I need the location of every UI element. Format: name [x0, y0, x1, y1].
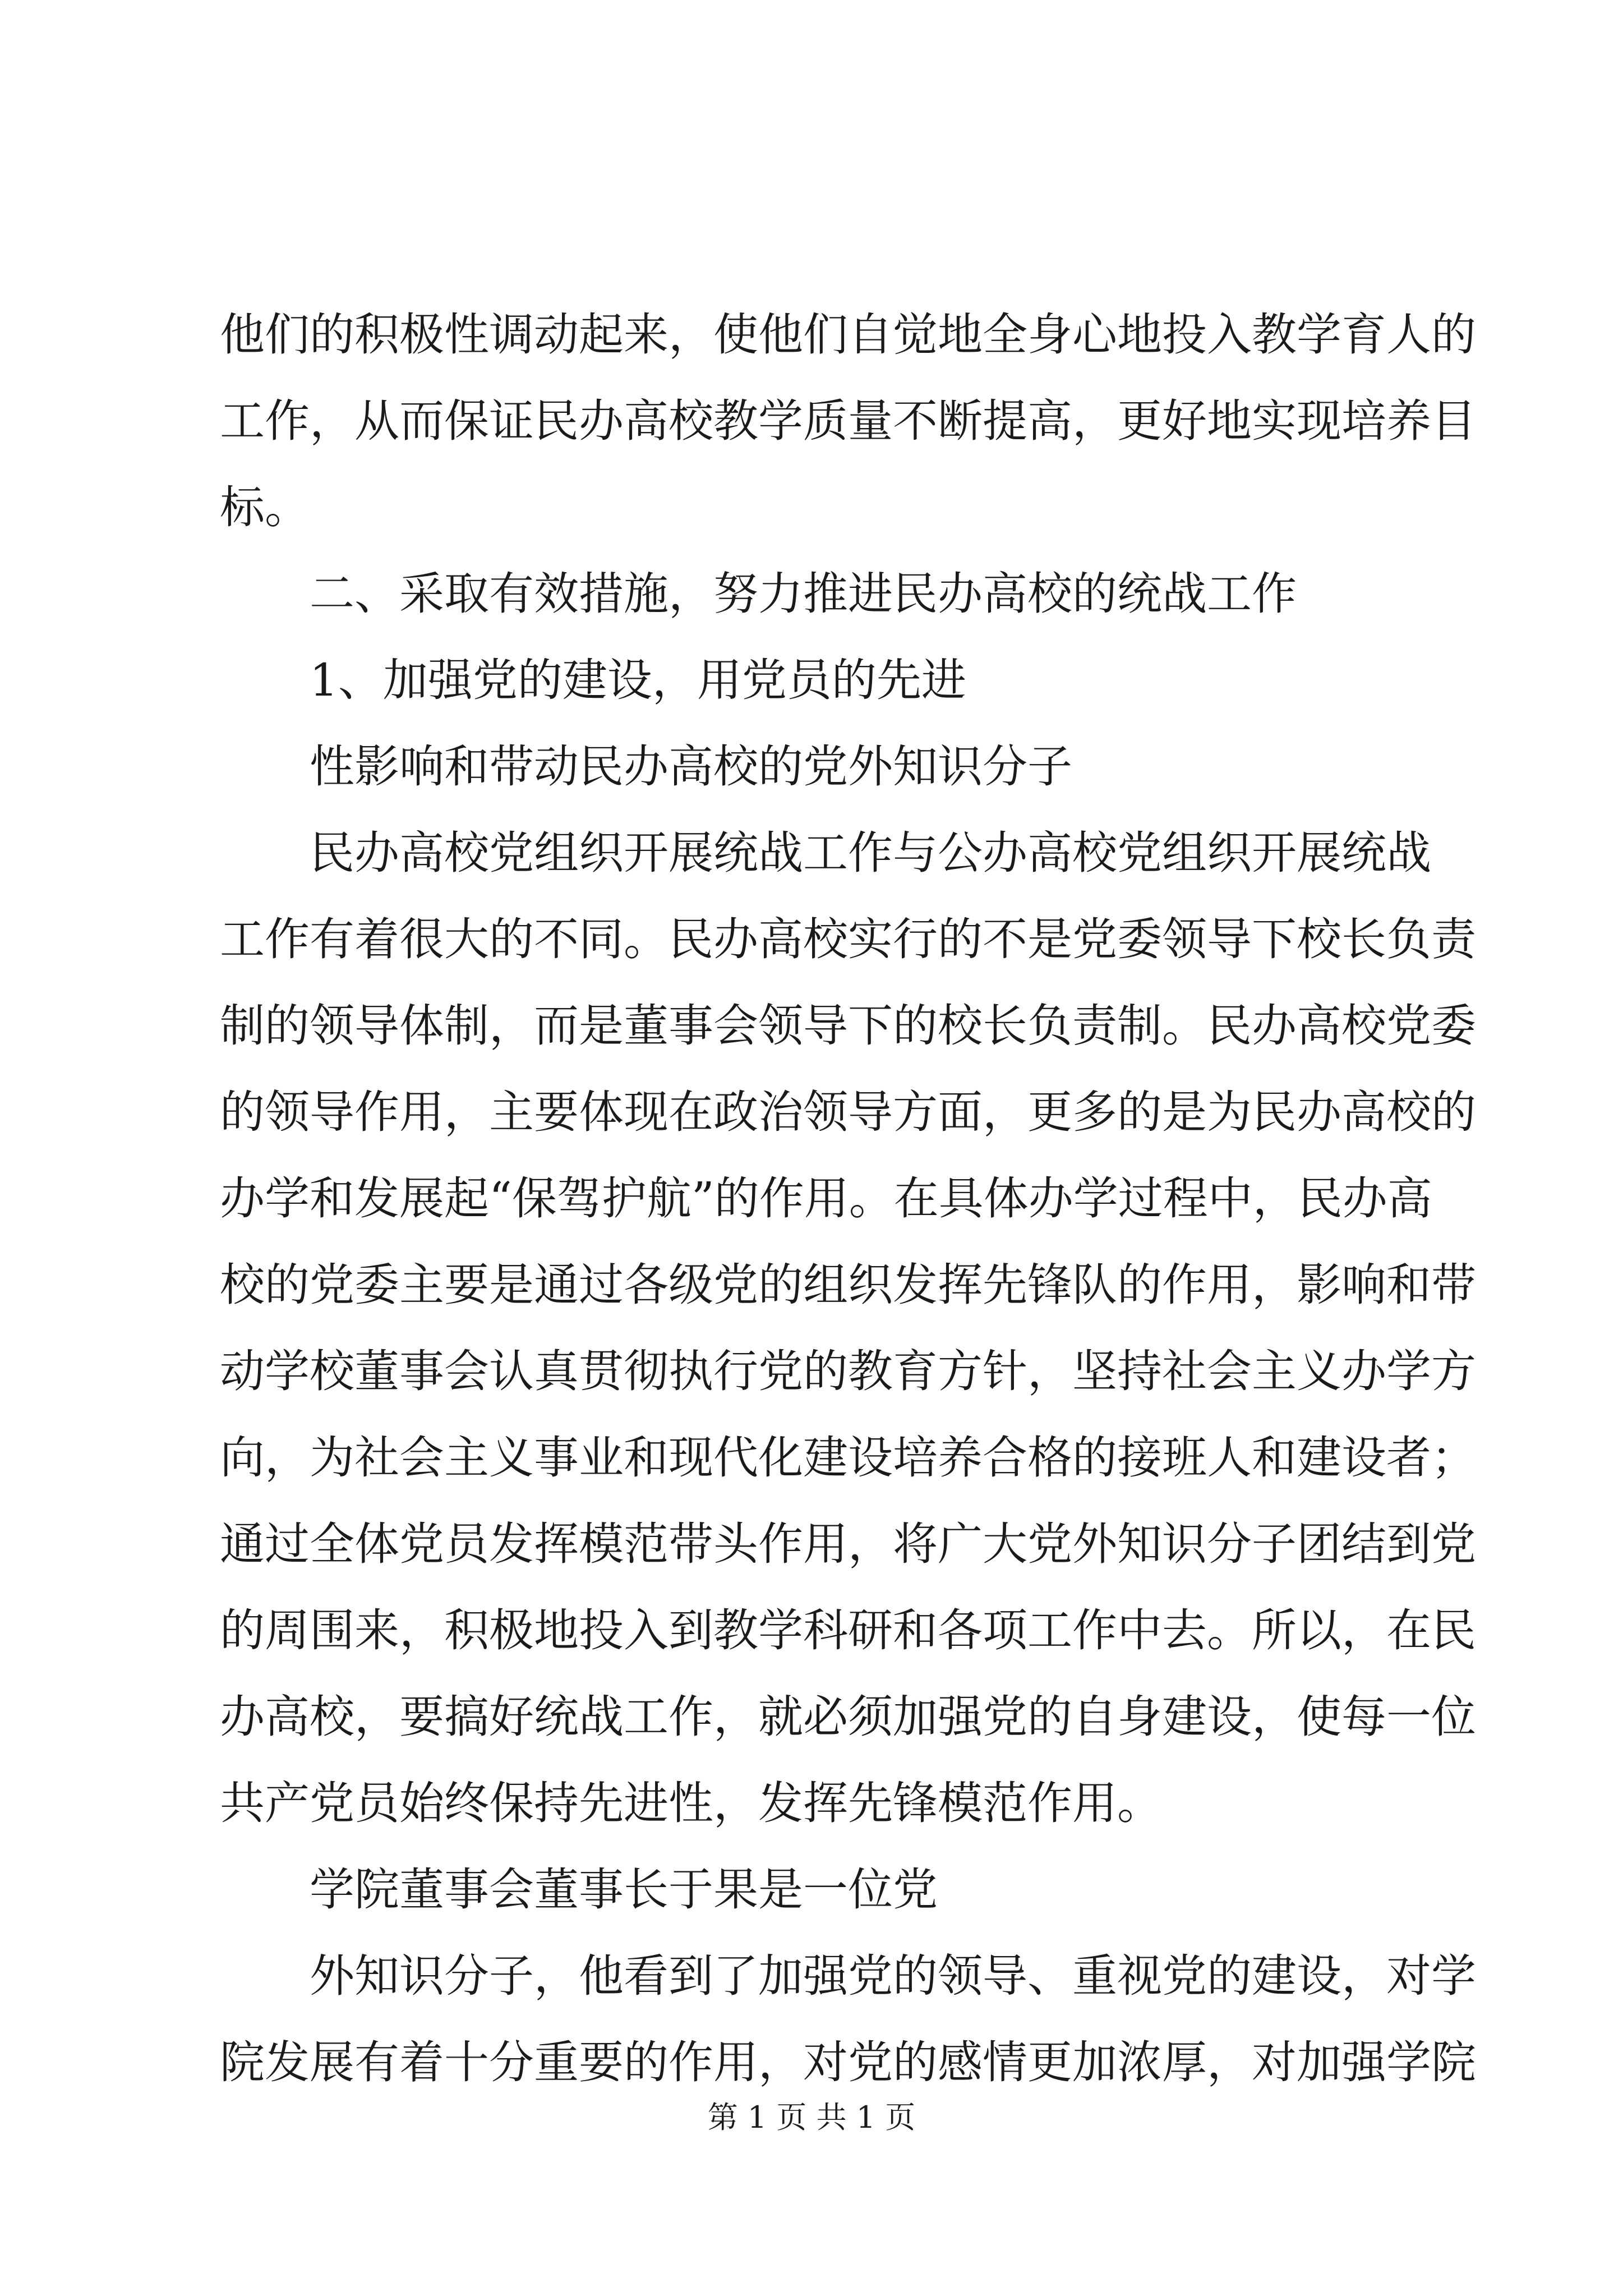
text-line: 的领导作用，主要体现在政治领导方面，更多的是为民办高校的 [220, 1086, 1476, 1138]
paragraph-start-line: 民办高校党组织开展统战工作与公办高校党组织开展统战 [310, 827, 1431, 879]
text-line: 动学校董事会认真贯彻执行党的教育方针，坚持社会主义办学方 [220, 1345, 1476, 1397]
text-line: 工作，从而保证民办高校教学质量不断提高，更好地实现培养目 [220, 395, 1476, 447]
text-line: 向，为社会主义事业和现代化建设培养合格的接班人和建设者； [220, 1432, 1476, 1484]
paragraph-start-line: 学院董事会董事长于果是一位党 [310, 1864, 938, 1916]
section-heading: 二、采取有效措施，努力推进民办高校的统战工作 [310, 568, 1297, 620]
text-line: 的周围来，积极地投入到教学科研和各项工作中去。所以，在民 [220, 1604, 1476, 1657]
paragraph-start-line: 外知识分子，他看到了加强党的领导、重视党的建设，对学 [310, 1950, 1476, 2002]
page-footer: 第 1 页 共 1 页 [707, 2100, 916, 2135]
text-line: 办高校，要搞好统战工作，就必须加强党的自身建设，使每一位 [220, 1691, 1476, 1743]
text-line: 通过全体党员发挥模范带头作用，将广大党外知识分子团结到党 [220, 1518, 1476, 1570]
document-body [220, 292, 1476, 2106]
text-line: 院发展有着十分重要的作用，对党的感情更加浓厚，对加强学院 [220, 2036, 1476, 2088]
text-line: 标。 [220, 481, 310, 533]
text-line: 共产党员始终保持先进性，发挥先锋模范作用。 [220, 1777, 1162, 1829]
subsection-heading-continued: 性影响和带动民办高校的党外知识分子 [310, 740, 1072, 793]
text-line: 工作有着很大的不同。民办高校实行的不是党委领导下校长负责 [220, 913, 1476, 965]
text-line: 制的领导体制，而是董事会领导下的校长负责制。民办高校党委 [220, 1000, 1476, 1052]
text-line: 校的党委主要是通过各级党的组织发挥先锋队的作用，影响和带 [220, 1259, 1476, 1311]
text-line: 办学和发展起“保驾护航”的作用。在具体办学过程中，民办高 [220, 1172, 1432, 1225]
text-line: 他们的积极性调动起来，使他们自觉地全身心地投入教学育人的 [220, 309, 1476, 361]
subsection-heading: 1、加强党的建设，用党员的先进 [310, 654, 966, 706]
